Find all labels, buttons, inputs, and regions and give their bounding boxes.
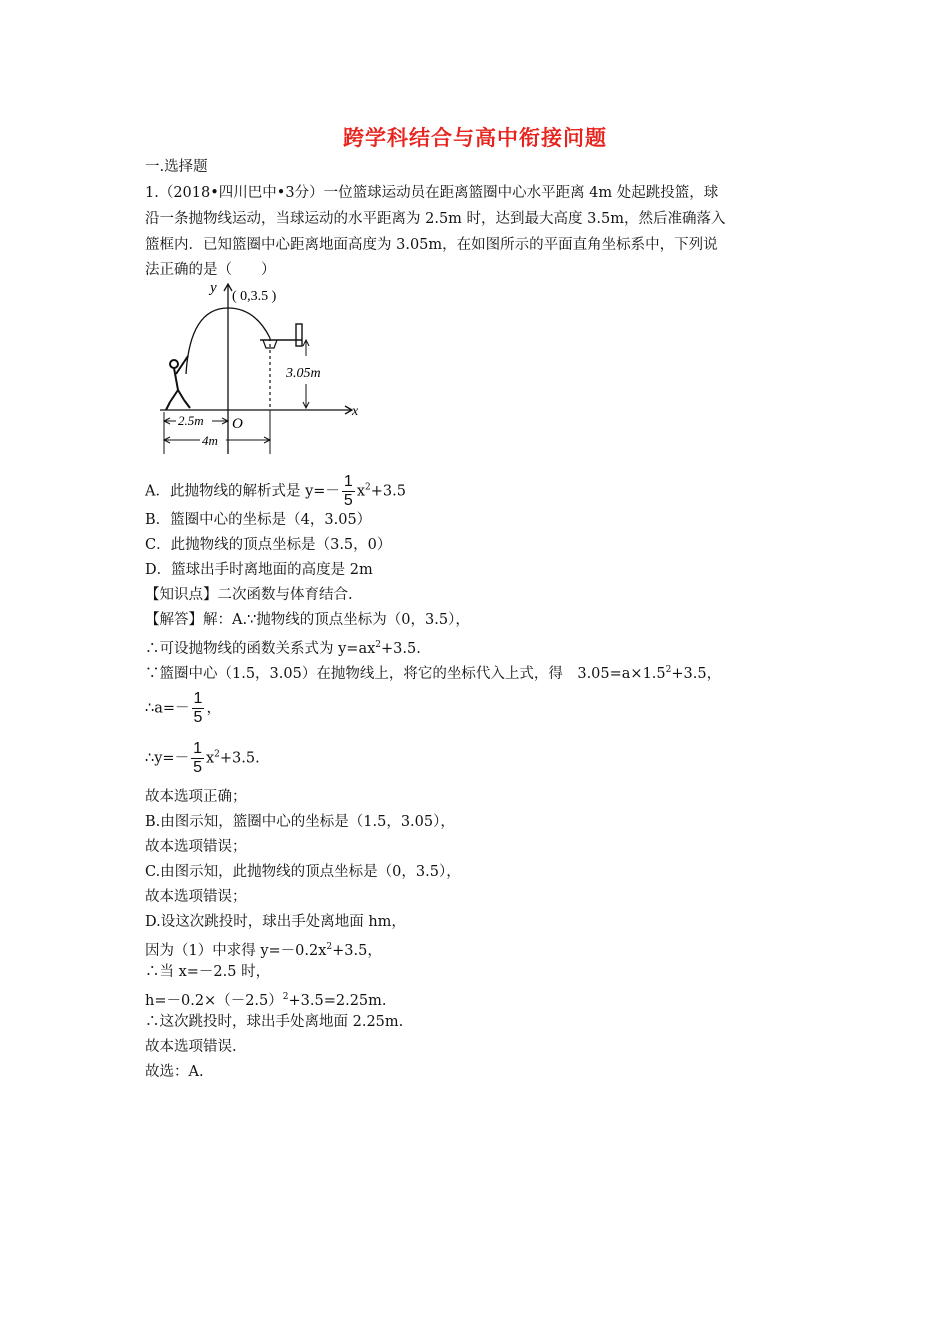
solution-line-13: ∴当 x=－2.5 时，	[145, 964, 271, 980]
solution-line-6: 故本选项正确；	[145, 789, 247, 805]
solution-line-12-end: +3.5，	[332, 943, 382, 959]
x-axis-label: x	[352, 404, 359, 419]
option-c: C．此抛物线的顶点坐标是（3.5，0）	[145, 537, 392, 553]
option-a-fraction	[342, 473, 355, 510]
height-label: 3.05m	[286, 366, 321, 381]
question-line-1: 1.（2018•四川巴中•3分）一位篮球运动员在距离篮圈中心水平距离 4m 处起跳投篮，球	[145, 185, 719, 201]
solution-line-14-exp: 2	[282, 992, 289, 1002]
dist-2-5-label: 2.5m	[178, 413, 204, 428]
solution-line-3-text: ∵篮圈中心（1.5，3.05）在抛物线上，将它的坐标代入上式，得 3.05=a×1.5	[145, 666, 666, 682]
solution-line-3-exp: 2	[665, 665, 672, 675]
option-d: D．篮球出手时离地面的高度是 2m	[145, 562, 373, 578]
solution-line-5-denominator: 5	[193, 759, 202, 776]
knowledge-point: 【知识点】二次函数与体育结合.	[145, 587, 353, 603]
solution-line-11: D.设这次跳投时，球出手处离地面 hm，	[145, 914, 406, 930]
solution-line-5-numerator: 1	[193, 740, 202, 757]
solution-line-5	[145, 740, 260, 777]
y-axis-label: y	[210, 280, 217, 296]
vertex-label: ( 0,3.5 )	[232, 289, 277, 304]
solution-line-2-end: +3.5.	[381, 641, 421, 657]
option-a-exponent: 2	[365, 482, 371, 493]
solution-line-4-fraction	[192, 690, 205, 727]
solution-line-3	[145, 661, 721, 683]
solution-line-4	[145, 690, 221, 727]
solution-line-5-fraction	[191, 740, 204, 777]
solution-line-7: B.由图示知，篮圈中心的坐标是（1.5，3.05），	[145, 814, 455, 830]
solution-line-14-end: +3.5=2.25m.	[288, 993, 387, 1009]
solution-line-17: 故选：A.	[145, 1064, 204, 1080]
solution-line-3-end: +3.5，	[671, 666, 722, 682]
solution-line-5-end: +3.5.	[219, 750, 260, 767]
solution-line-10: 故本选项错误；	[145, 889, 247, 905]
section-heading: 一.选择题	[145, 159, 208, 175]
solution-line-4-end: ，	[206, 700, 221, 717]
backboard	[296, 324, 302, 346]
option-a-numerator: 1	[343, 473, 353, 490]
origin-label: O	[232, 416, 243, 432]
option-a-variable: x	[356, 483, 366, 500]
question-line-2: 沿一条抛物线运动，当球运动的水平距离为 2.5m 时，达到最大高度 3.5m，然后准确落入	[145, 211, 726, 227]
solution-line-2-text: ∴可设抛物线的函数关系式为 y=ax	[145, 641, 376, 657]
option-a-prefix: A．此抛物线的解析式是 y=－	[145, 483, 340, 500]
solution-line-4-text: ∴a=－	[145, 700, 190, 717]
solution-line-8: 故本选项错误；	[145, 839, 247, 855]
solution-line-14	[145, 988, 387, 1010]
option-a-denominator: 5	[343, 492, 353, 509]
solution-line-5-text: ∴y=－	[145, 750, 190, 767]
option-a-end: +3.5	[370, 483, 406, 500]
option-b: B．篮圈中心的坐标是（4，3.05）	[145, 512, 372, 528]
solution-line-5-variable: x	[205, 750, 215, 767]
dist-4-label: 4m	[202, 433, 218, 448]
solution-line-9: C.由图示知，此抛物线的顶点坐标是（0，3.5），	[145, 864, 461, 880]
basketball-figure	[160, 278, 370, 458]
solution-line-14-text: h=－0.2×（－2.5）	[145, 993, 283, 1009]
solution-line-4-denominator: 5	[193, 709, 203, 726]
solution-line-5-exp: 2	[214, 749, 220, 760]
solution-line-1: 【解答】解：A.∵抛物线的顶点坐标为（0，3.5），	[145, 612, 470, 628]
option-a	[145, 473, 406, 510]
question-line-4: 法正确的是（ ）	[145, 262, 276, 278]
solution-line-2-exp: 2	[375, 640, 382, 650]
solution-line-15: ∴这次跳投时，球出手处离地面 2.25m.	[145, 1014, 404, 1030]
solution-line-12-exp: 2	[326, 942, 333, 952]
solution-line-2	[145, 636, 421, 658]
page-title: 跨学科结合与高中衔接问题	[343, 126, 607, 150]
solution-line-16: 故本选项错误.	[145, 1039, 237, 1055]
question-line-3: 篮框内．已知篮圈中心距离地面高度为 3.05m，在如图所示的平面直角坐标系中，下列说	[145, 237, 718, 253]
solution-line-12	[145, 938, 382, 960]
solution-line-4-numerator: 1	[193, 690, 203, 707]
solution-line-12-text: 因为（1）中求得 y=－0.2x	[145, 943, 327, 959]
